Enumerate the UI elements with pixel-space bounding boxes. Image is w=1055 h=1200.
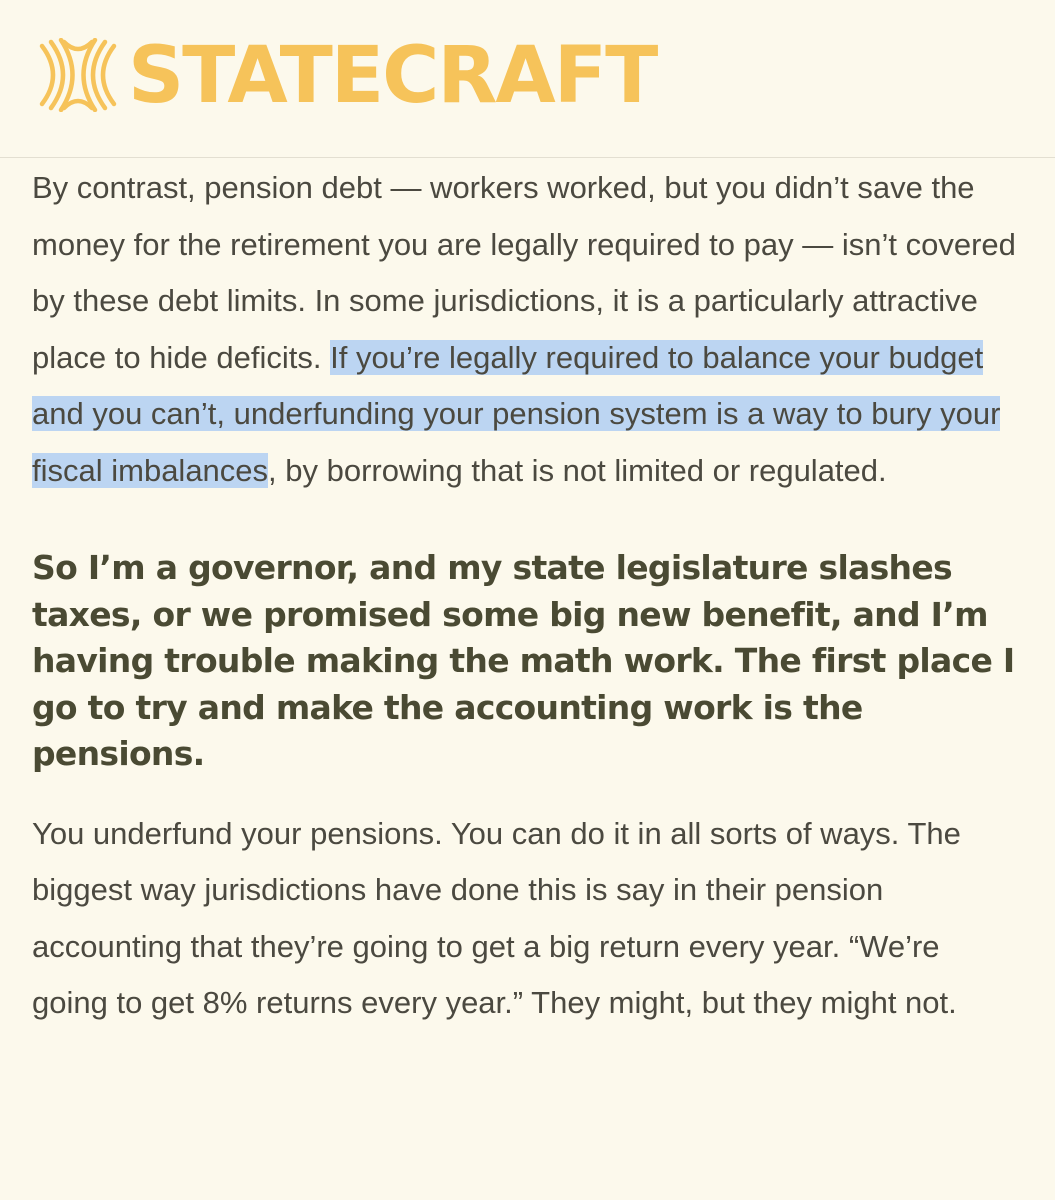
article-paragraph [32, 160, 1022, 499]
selected-text-highlight[interactable]: If you’re legally required to balance your budget and you can’t, underfunding your pension system is a way to bury your fiscal imbalances [32, 339, 1001, 488]
paragraph-text: , by borrowing that is not limited or regulated. [268, 452, 887, 488]
article-paragraph: You underfund your pensions. You can do it in all sorts of ways. The biggest way jurisdictions have done this is say in their pension accounting that they’re going to get a big return every year. “We’re going to get 8% returns every year.” They might, but they might not. [32, 815, 961, 1020]
site-header [0, 0, 1055, 158]
interview-question: So I’m a governor, and my state legislature slashes taxes, or we promised some big new benefit, and I’m having trouble making the math work. The first place I go to try and make the accounting work is the pensions. [32, 548, 1015, 773]
article-body [32, 158, 1022, 1032]
statecraft-logo-icon[interactable] [36, 38, 120, 112]
paragraph-text: By contrast, pension debt — workers worked, but you didn’t save the money for the retirement you are legally required to pay — isn’t covered by these debt limits. In some jurisdictions, it is a particularly attractive place to hide deficits. [32, 170, 1016, 375]
site-wordmark[interactable]: STATECRAFT [128, 31, 657, 121]
